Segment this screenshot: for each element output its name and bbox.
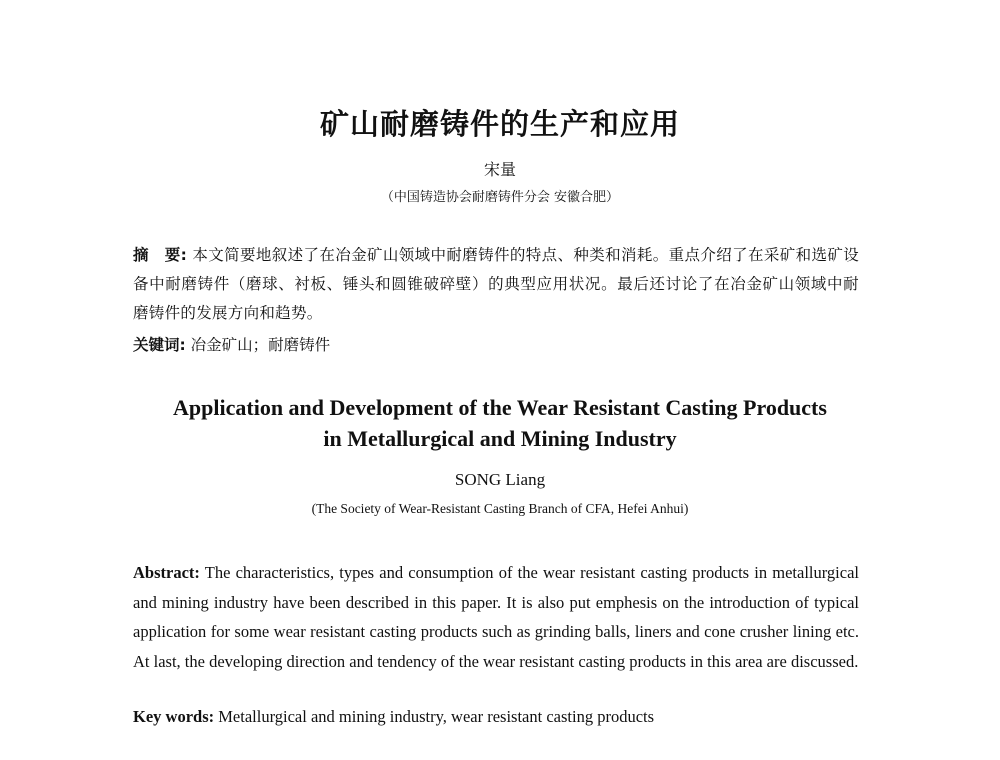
chinese-title: 矿山耐磨铸件的生产和应用 <box>319 107 680 141</box>
english-title <box>100 392 900 454</box>
chinese-abstract <box>133 241 859 328</box>
chinese-keywords <box>133 333 859 357</box>
english-title-line1: Application and Development of the Wear Resistant Casting Products <box>173 395 827 420</box>
chinese-affiliation: （中国铸造协会耐磨铸件分会 安徽合肥） <box>380 190 620 205</box>
english-keywords-label: Key words: <box>133 707 215 726</box>
english-author: SONG Liang <box>454 470 546 489</box>
english-affiliation: (The Society of Wear-Resistant Casting Branch of CFA, Hefei Anhui) <box>311 501 689 516</box>
english-keywords <box>133 705 859 729</box>
english-abstract <box>133 558 859 676</box>
chinese-keywords-text: 冶金矿山；耐磨铸件 <box>185 336 331 354</box>
english-title-line2: in Metallurgical and Mining Industry <box>323 426 677 451</box>
chinese-author: 宋量 <box>483 160 516 179</box>
english-keywords-text: Metallurgical and mining industry, wear resistant casting products <box>214 707 655 726</box>
chinese-abstract-label: 摘 要: <box>133 246 188 264</box>
chinese-keywords-label: 关键词: <box>133 336 186 354</box>
english-abstract-label: Abstract: <box>133 563 200 582</box>
english-abstract-text: The characteristics, types and consumption of the wear resistant casting products in metallurgical and mining industry have been described in this paper. It is also put emphesis on the introduction of typical application for some wear resistant casting products such as grinding balls, liners and cone crusher lining etc. At last, the developing direction and tendency of the wear resistant casting products in this area are discussed. <box>133 563 859 671</box>
chinese-abstract-text: 本文简要地叙述了在冶金矿山领域中耐磨铸件的特点、种类和消耗。重点介绍了在采矿和选矿设备中耐磨铸件（磨球、衬板、锤头和圆锥破碎壁）的典型应用状况。最后还讨论了在冶金矿山领域中耐磨铸件的发展方向和趋势。 <box>133 246 859 322</box>
